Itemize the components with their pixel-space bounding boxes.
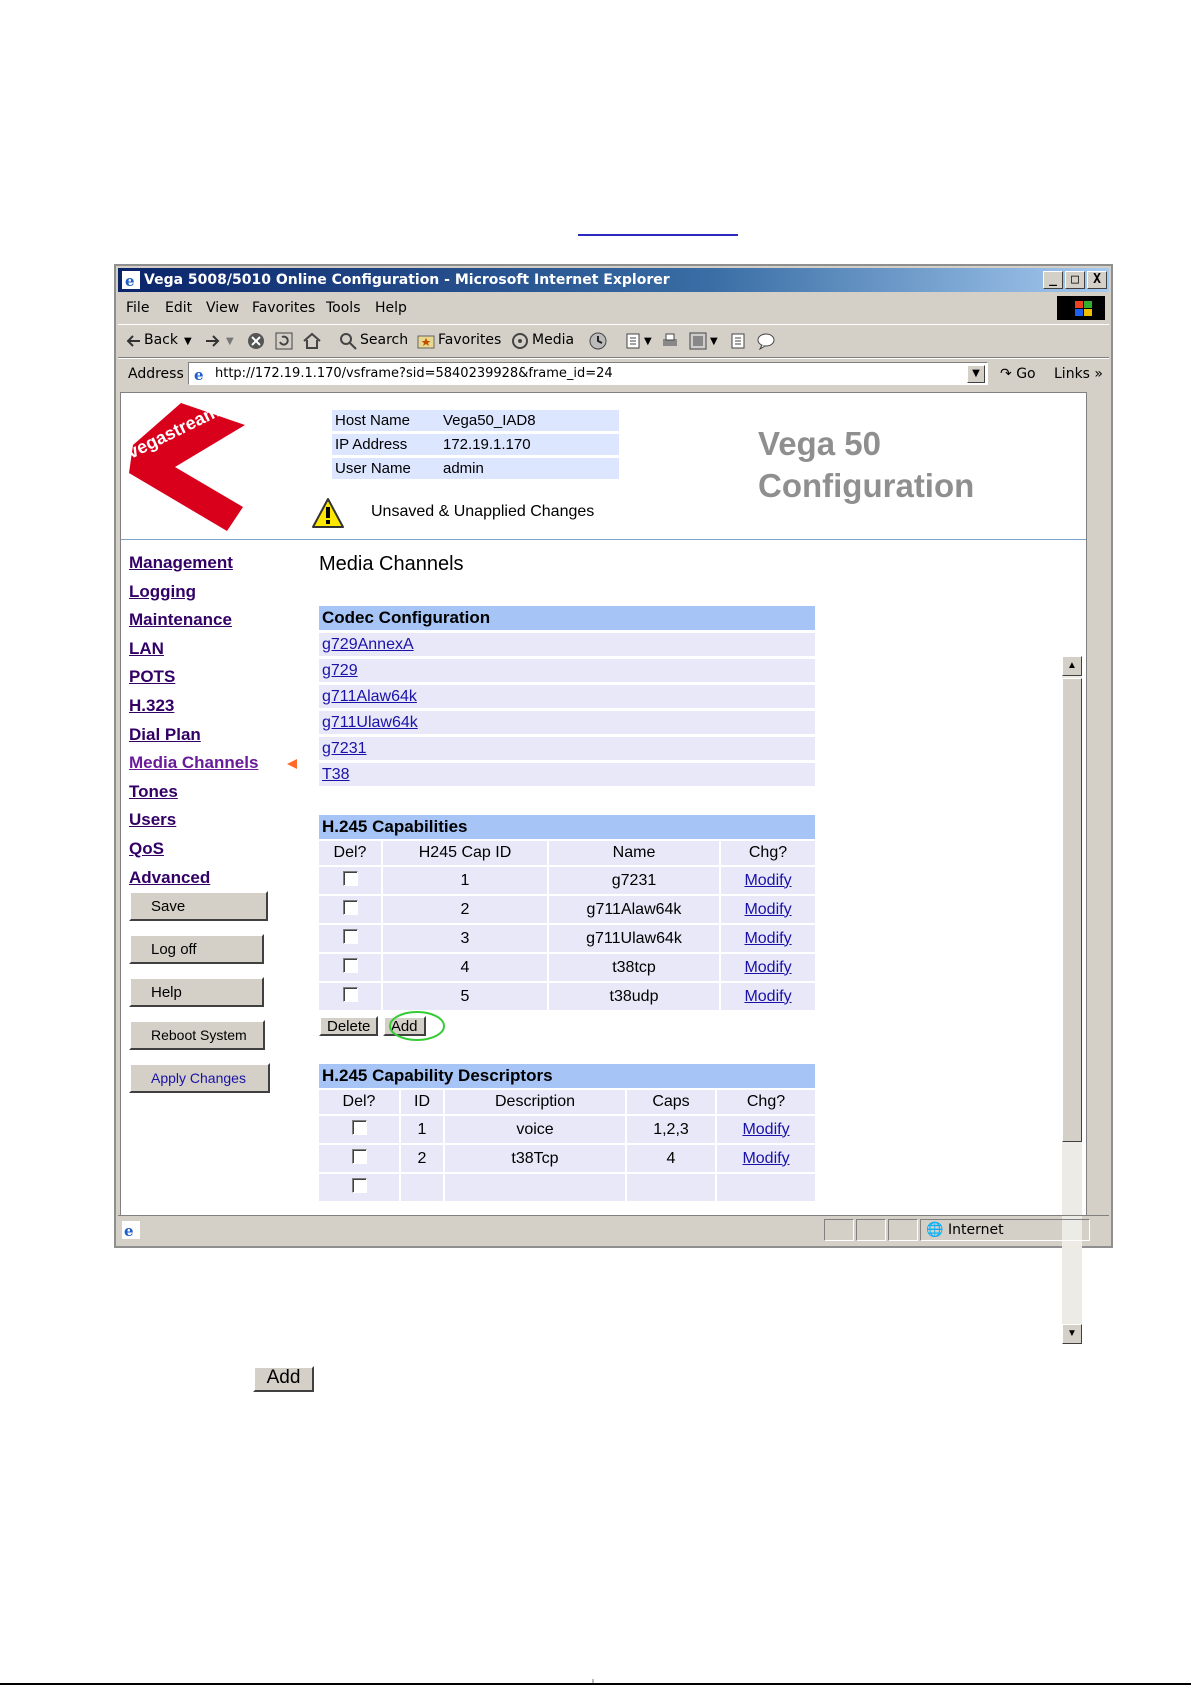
codec-link-g729[interactable]: g729 <box>322 661 358 679</box>
favorites-icon[interactable] <box>416 331 436 351</box>
col-cap-id: H245 Cap ID <box>383 841 547 865</box>
brand-line-1: Vega 50 <box>758 425 881 462</box>
codec-table <box>319 603 815 789</box>
desc-caps: 1,2,3 <box>627 1116 715 1143</box>
cap-id: 2 <box>383 896 547 923</box>
nav-tones[interactable]: Tones <box>129 781 178 801</box>
main-panel <box>319 553 819 1203</box>
cap-name: g711Alaw64k <box>549 896 719 923</box>
print-icon[interactable] <box>660 331 680 351</box>
address-bar <box>118 358 1109 389</box>
current-page-arrow-icon <box>287 759 297 769</box>
info-value: admin <box>440 458 619 479</box>
vegastream-logo <box>123 397 253 535</box>
warning-icon <box>311 497 345 529</box>
page-icon <box>192 365 210 383</box>
cap-id: 5 <box>383 983 547 1010</box>
unsaved-changes-text: Unsaved & Unapplied Changes <box>371 503 595 520</box>
edit-icon[interactable] <box>688 331 708 351</box>
desc-description: voice <box>445 1116 625 1143</box>
brand-line-2: Configuration <box>758 467 975 504</box>
help-button[interactable]: Help <box>129 977 264 1007</box>
info-row-ip <box>332 434 619 455</box>
page-bottom-tick <box>592 1679 594 1683</box>
modify-link[interactable]: Modify <box>744 871 792 889</box>
delete-checkbox[interactable] <box>343 987 358 1002</box>
codec-link-g711alaw64k[interactable]: g711Alaw64k <box>322 687 417 705</box>
codec-link-g711ulaw64k[interactable]: g711Ulaw64k <box>322 713 418 731</box>
info-key: IP Address <box>332 434 440 455</box>
address-dropdown-icon[interactable]: ▼ <box>967 365 985 383</box>
table-row <box>319 1174 815 1201</box>
media-icon[interactable] <box>510 331 530 351</box>
edit-dropdown-icon[interactable]: ▼ <box>710 336 718 347</box>
nav-maintenance[interactable]: Maintenance <box>129 610 232 630</box>
cap-id: 4 <box>383 954 547 981</box>
menu-bar <box>118 294 1109 322</box>
back-button[interactable]: Back <box>144 332 178 348</box>
browser-window <box>114 264 1113 1339</box>
modify-link[interactable]: Modify <box>744 929 792 947</box>
col-id: ID <box>401 1090 443 1114</box>
add-button-sample: Add <box>253 1366 314 1392</box>
address-url[interactable]: http://172.19.1.170/vsframe?sid=5840239928&frame_id=24 <box>215 366 613 381</box>
toolbar <box>118 324 1109 358</box>
close-button[interactable]: X <box>1087 271 1107 289</box>
codec-heading: Codec Configuration <box>319 606 815 630</box>
col-description: Description <box>445 1090 625 1114</box>
cap-id: 1 <box>383 867 547 894</box>
nav-users[interactable]: Users <box>129 810 177 830</box>
col-caps: Caps <box>627 1090 715 1114</box>
menu-file[interactable]: File <box>126 300 150 316</box>
desc-description: t38Tcp <box>445 1145 625 1172</box>
stop-icon[interactable] <box>246 331 266 351</box>
nav-logging[interactable]: Logging <box>129 581 197 601</box>
delete-checkbox[interactable] <box>343 929 358 944</box>
page-status-icon <box>122 1221 140 1239</box>
home-icon[interactable] <box>302 331 322 351</box>
col-chg: Chg? <box>721 841 815 865</box>
device-info-table <box>332 407 619 482</box>
go-button[interactable] <box>1000 366 1036 382</box>
desc-caps: 4 <box>627 1145 715 1172</box>
highlight-circle <box>388 1010 446 1042</box>
delete-checkbox[interactable] <box>352 1178 367 1193</box>
add-button[interactable]: Add <box>383 1016 426 1036</box>
menu-tools[interactable]: Tools <box>326 300 361 316</box>
scroll-thumb[interactable] <box>1062 678 1082 1142</box>
ie-logo-icon <box>122 271 140 289</box>
codec-link-g7231[interactable]: g7231 <box>322 739 367 757</box>
info-value: 172.19.1.170 <box>440 434 619 455</box>
cap-name: t38tcp <box>549 954 719 981</box>
svg-text:e: e <box>194 366 204 384</box>
codec-link-g729annexa[interactable]: g729AnnexA <box>322 635 414 653</box>
menu-view[interactable]: View <box>206 300 240 316</box>
nav-pots[interactable]: POTS <box>129 667 176 687</box>
col-chg: Chg? <box>717 1090 815 1114</box>
media-button[interactable]: Media <box>532 332 575 348</box>
forward-dropdown-icon[interactable]: ▼ <box>226 336 234 347</box>
desc-id: 2 <box>401 1145 443 1172</box>
nav-management[interactable]: Management <box>129 553 233 572</box>
back-arrow-icon[interactable] <box>124 331 144 351</box>
delete-checkbox[interactable] <box>343 958 358 973</box>
zone-panel <box>920 1219 1090 1241</box>
col-del: Del? <box>319 841 381 865</box>
col-name: Name <box>549 841 719 865</box>
page-title: Media Channels <box>319 553 464 575</box>
col-del: Del? <box>319 1090 399 1114</box>
modify-link[interactable]: Modify <box>742 1149 790 1167</box>
log-off-button[interactable]: Log off <box>129 934 264 964</box>
windows-logo-icon <box>1057 296 1105 320</box>
history-icon[interactable] <box>588 331 608 351</box>
info-row-host <box>332 410 619 431</box>
table-row <box>319 867 815 894</box>
scroll-down-icon[interactable]: ▼ <box>1062 1324 1082 1344</box>
nav-lan[interactable]: LAN <box>129 638 164 658</box>
desc-id: 1 <box>401 1116 443 1143</box>
delete-checkbox[interactable] <box>352 1120 367 1135</box>
back-dropdown-icon[interactable]: ▼ <box>184 336 192 347</box>
info-value: Vega50_IAD8 <box>440 410 619 431</box>
modify-link[interactable]: Modify <box>742 1120 790 1138</box>
document-hyperlink-underline[interactable] <box>578 234 738 236</box>
info-key: User Name <box>332 458 440 479</box>
nav-qos[interactable]: QoS <box>129 838 164 858</box>
reboot-system-button[interactable]: Reboot System <box>129 1020 265 1050</box>
descriptors-table <box>317 1062 817 1203</box>
table-row <box>319 1116 815 1143</box>
search-button[interactable]: Search <box>360 332 409 348</box>
messenger-icon[interactable] <box>756 331 776 351</box>
favorites-button[interactable]: Favorites <box>438 332 502 348</box>
scroll-up-icon[interactable]: ▲ <box>1062 656 1082 676</box>
nav-h323[interactable]: H.323 <box>129 695 175 715</box>
save-button[interactable]: Save <box>129 891 268 921</box>
search-icon[interactable] <box>338 331 358 351</box>
forward-arrow-icon[interactable] <box>202 331 222 351</box>
delete-checkbox[interactable] <box>343 871 358 886</box>
nav-dial-plan[interactable]: Dial Plan <box>129 724 201 744</box>
status-bar <box>118 1215 1109 1244</box>
menu-edit[interactable]: Edit <box>165 300 193 316</box>
cap-name: t38udp <box>549 983 719 1010</box>
codec-link-t38[interactable]: T38 <box>322 765 350 783</box>
discuss-icon[interactable] <box>728 331 748 351</box>
table-row <box>319 954 815 981</box>
minimize-button[interactable]: _ <box>1043 271 1063 289</box>
go-arrow-icon: ↷ <box>1000 366 1012 382</box>
modify-link[interactable]: Modify <box>744 958 792 976</box>
go-label: Go <box>1016 366 1036 382</box>
sidebar-buttons <box>129 891 270 1106</box>
chevron-right-icon: » <box>1094 366 1103 382</box>
maximize-button[interactable]: □ <box>1065 271 1085 289</box>
modify-link[interactable]: Modify <box>744 900 792 918</box>
apply-changes-button[interactable]: Apply Changes <box>129 1063 270 1093</box>
logo-text: vegastream <box>123 400 223 463</box>
svg-text:e: e <box>125 272 135 290</box>
title-bar[interactable] <box>118 268 1109 292</box>
svg-text:e: e <box>124 1222 134 1240</box>
info-key: Host Name <box>332 410 440 431</box>
capabilities-heading: H.245 Capabilities <box>319 815 815 839</box>
page-header <box>121 393 1086 540</box>
table-row <box>319 1145 815 1172</box>
nav-advanced[interactable]: Advanced <box>129 867 211 887</box>
info-row-user <box>332 458 619 479</box>
cap-name: g7231 <box>549 867 719 894</box>
links-label: Links <box>1054 366 1090 382</box>
zone-label: Internet <box>948 1222 1004 1238</box>
sidebar-nav <box>129 553 258 896</box>
table-row <box>319 896 815 923</box>
delete-checkbox[interactable] <box>343 900 358 915</box>
address-label: Address <box>128 366 184 382</box>
cap-name: g711Ulaw64k <box>549 925 719 952</box>
nav-media-channels[interactable]: Media Channels <box>129 753 259 773</box>
delete-button[interactable]: Delete <box>319 1016 378 1036</box>
links-button[interactable] <box>1054 366 1103 382</box>
address-input[interactable] <box>188 362 988 385</box>
menu-help[interactable]: Help <box>375 300 407 316</box>
table-row <box>319 925 815 952</box>
mail-dropdown-icon[interactable]: ▼ <box>644 336 652 347</box>
table-row <box>319 983 815 1010</box>
window-title: Vega 5008/5010 Online Configuration - Microsoft Internet Explorer <box>144 272 670 288</box>
descriptors-heading: H.245 Capability Descriptors <box>319 1064 815 1088</box>
refresh-icon[interactable] <box>274 331 294 351</box>
modify-link[interactable]: Modify <box>744 987 792 1005</box>
cap-id: 3 <box>383 925 547 952</box>
mail-icon[interactable] <box>624 331 644 351</box>
product-title <box>758 423 974 507</box>
delete-checkbox[interactable] <box>352 1149 367 1164</box>
menu-favorites[interactable]: Favorites <box>252 300 316 316</box>
capabilities-table <box>317 813 817 1012</box>
globe-icon: 🌐 <box>926 1222 944 1238</box>
